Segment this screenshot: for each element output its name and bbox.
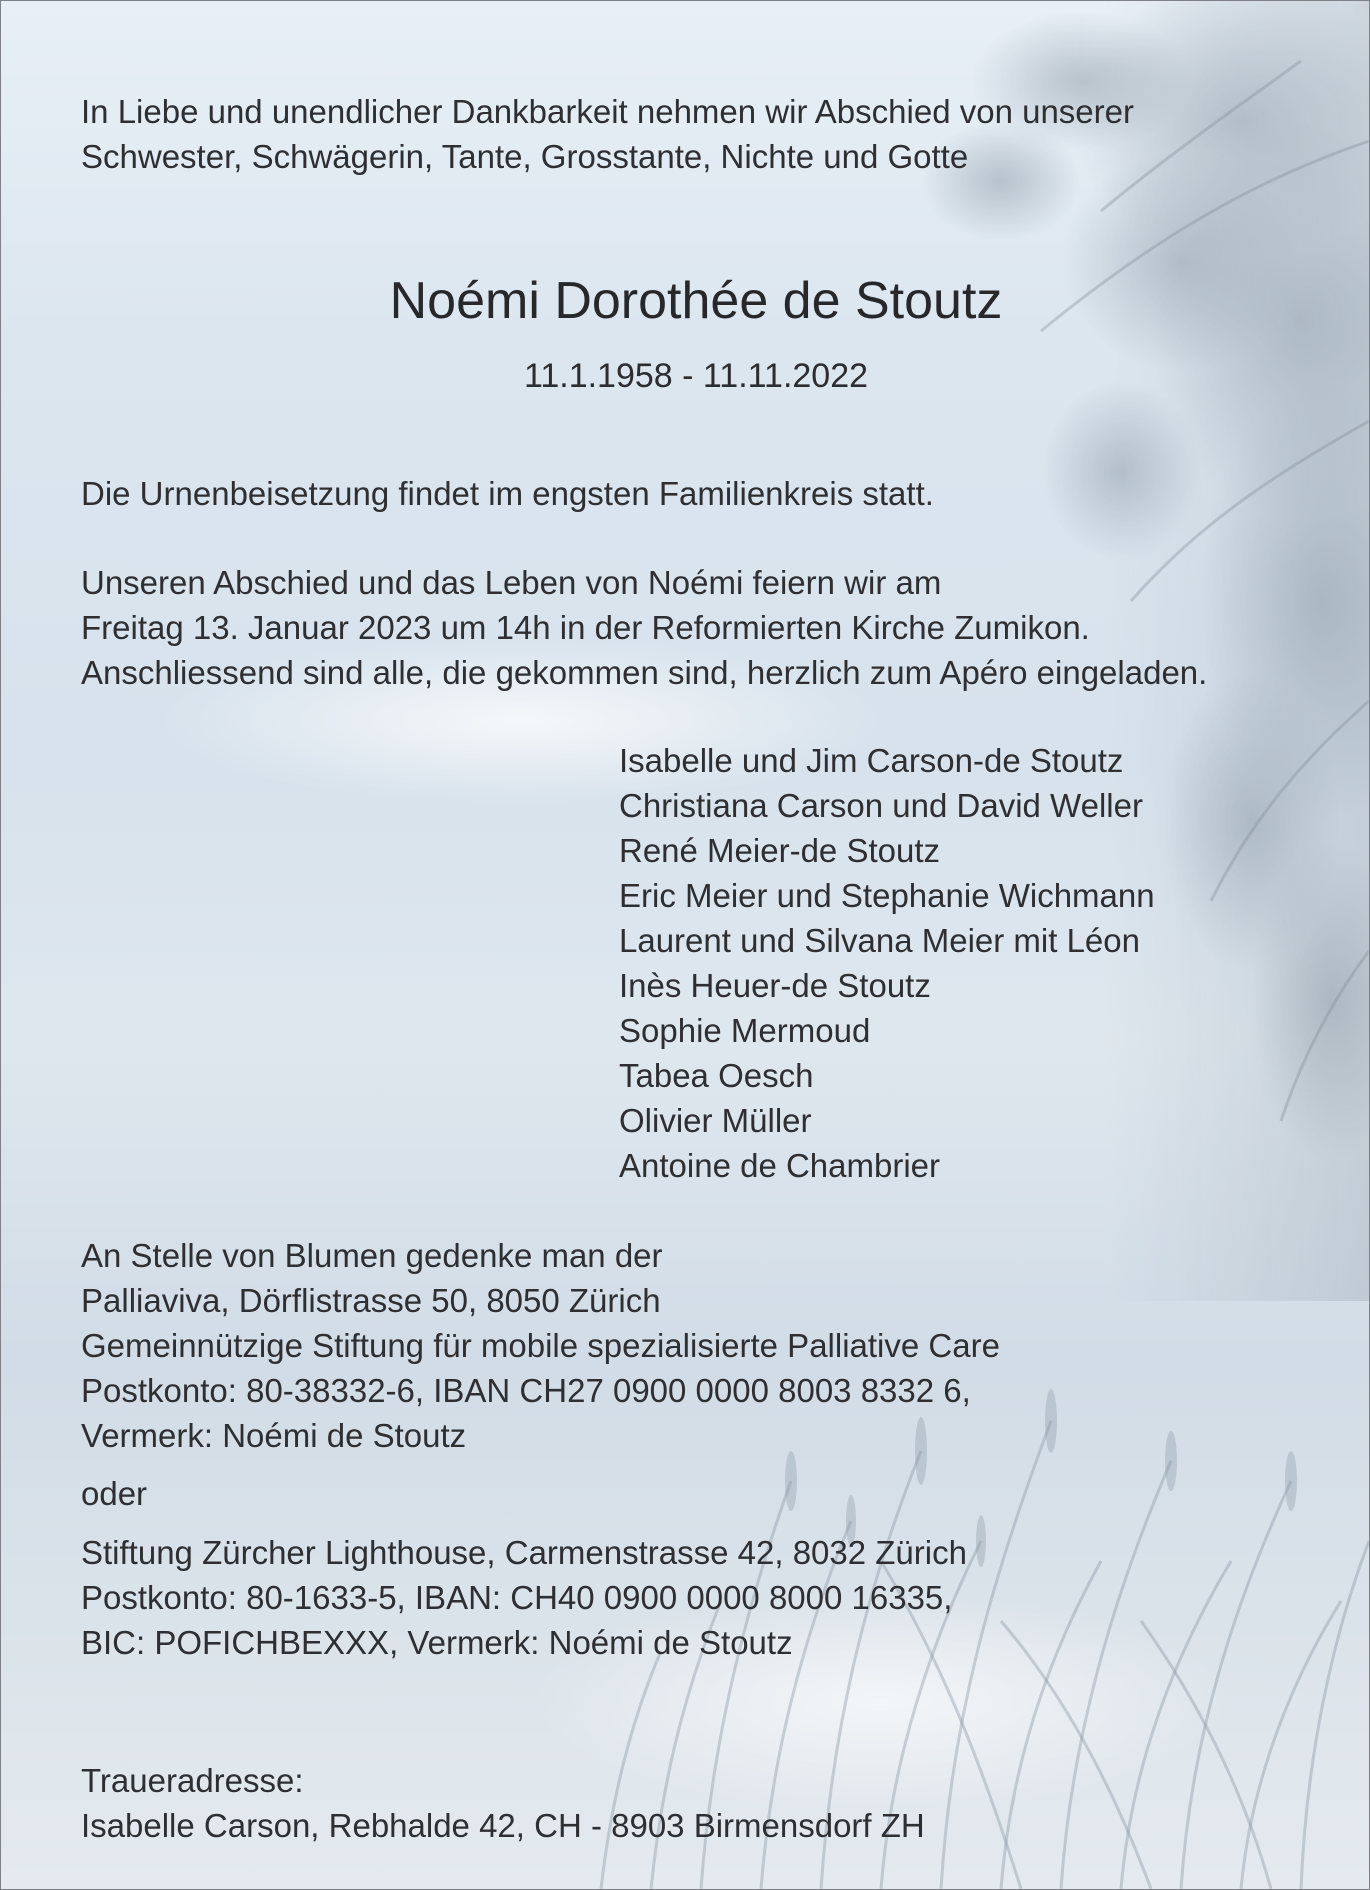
mourner-name: Olivier Müller <box>619 1102 812 1139</box>
mourning-address-label: Traueradresse: <box>81 1762 304 1799</box>
donation-line: Stiftung Zürcher Lighthouse, Carmenstrasse 42, 8032 Zürich <box>81 1534 967 1571</box>
donation-line: BIC: POFICHBEXXX, Vermerk: Noémi de Stoutz <box>81 1624 793 1661</box>
mourning-address: Isabelle Carson, Rebhalde 42, CH - 8903 Birmensdorf ZH <box>81 1807 925 1844</box>
intro-text <box>81 89 1134 179</box>
mourner-name: Antoine de Chambrier <box>619 1147 941 1184</box>
celebration-line: Anschliessend sind alle, die gekommen sind, herzlich zum Apéro eingeladen. <box>81 654 1208 691</box>
donation-line: Gemeinnützige Stiftung für mobile spezialisierte Palliative Care <box>81 1327 1000 1364</box>
donation-lighthouse <box>81 1530 967 1665</box>
donation-palliaviva <box>81 1233 1000 1458</box>
deceased-name: Noémi Dorothée de Stoutz <box>389 272 1003 330</box>
mourner-name: Sophie Mermoud <box>619 1012 871 1049</box>
donation-line: Palliaviva, Dörflistrasse 50, 8050 Zürich <box>81 1282 661 1319</box>
celebration-line: Freitag 13. Januar 2023 um 14h in der Reformierten Kirche Zumikon. <box>81 609 1090 646</box>
intro-line: In Liebe und unendlicher Dankbarkeit nehmen wir Abschied von unserer <box>81 93 1134 130</box>
mourner-name: Christiana Carson und David Weller <box>619 787 1143 824</box>
oder-separator: oder <box>81 1475 148 1512</box>
burial-notice: Die Urnenbeisetzung findet im engsten Familienkreis statt. <box>81 475 934 512</box>
mourner-name: René Meier-de Stoutz <box>619 832 940 869</box>
donation-line: Postkonto: 80-38332-6, IBAN CH27 0900 0000 8003 8332 6, <box>81 1372 971 1409</box>
donation-line: An Stelle von Blumen gedenke man der <box>81 1237 663 1274</box>
mourner-name: Isabelle und Jim Carson-de Stoutz <box>619 742 1124 779</box>
celebration-notice <box>81 560 1207 695</box>
donation-line: Vermerk: Noémi de Stoutz <box>81 1417 467 1454</box>
mourners-list <box>619 738 1155 1188</box>
intro-line: Schwester, Schwägerin, Tante, Grosstante, Nichte und Gotte <box>81 138 969 175</box>
mourner-name: Tabea Oesch <box>619 1057 814 1094</box>
donation-line: Postkonto: 80-1633-5, IBAN: CH40 0900 0000 8000 16335, <box>81 1579 953 1616</box>
mourner-name: Laurent und Silvana Meier mit Léon <box>619 922 1140 959</box>
mourner-name: Eric Meier und Stephanie Wichmann <box>619 877 1155 914</box>
celebration-line: Unseren Abschied und das Leben von Noémi feiern wir am <box>81 564 942 601</box>
mourner-name: Inès Heuer-de Stoutz <box>619 967 931 1004</box>
life-dates: 11.1.1958 - 11.11.2022 <box>523 357 869 395</box>
